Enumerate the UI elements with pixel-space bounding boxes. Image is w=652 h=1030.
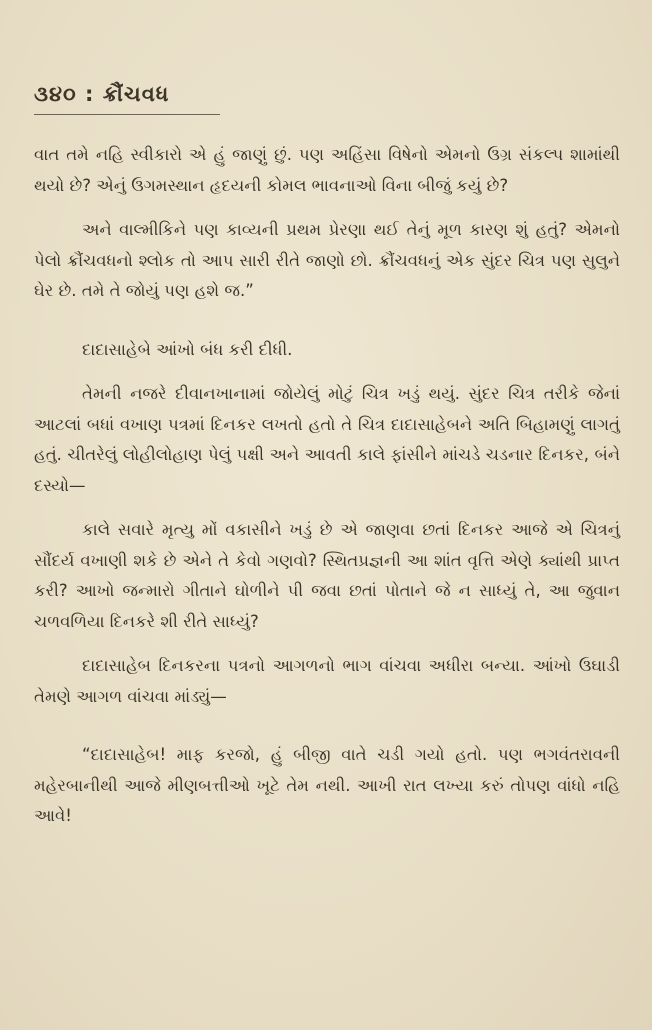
paragraph: દાદાસાહેબે આંખો બંધ કરી દીધી. <box>82 339 293 359</box>
paragraph: કાલે સવારે મૃત્યુ મોં વકાસીને ખડું છે એ જાણવા છતાં દિનકર આજે એ ચિત્રનું સૌંદર્ય વખાણી શકે છે એને તે કેવો ગણવો? સ્થિતપ્રજ્ઞની આ શાંત વૃત્તિ એણે ક્યાંથી પ્રાપ્ત કરી? આખો જન્મારો ગીતાને ઘોળીને પી જવા છતાં પોતાને જે ન સાધ્યું તે, આ જુવાન ચળવળિયા દિનકરે શી રીતે સાધ્યું? <box>34 520 620 631</box>
paragraph: વાત તમે નહિ સ્વીકારો એ હું જાણું છું. પણ અહિંસા વિષેનો એમનો ઉગ્ર સંકલ્પ શામાંથી થયો છે? એનું ઉગમસ્થાન હૃદયની કોમલ ભાવનાઓ વિના બીજું કયું છે? <box>34 145 620 195</box>
paragraph: દાદાસાહેબ દિનકરના પત્રનો આગળનો ભાગ વાંચવા અધીરા બન્યા. આંખો ઉઘાડી તેમણે આગળ વાંચવા માંડ્યું— <box>34 656 620 706</box>
page-number: ૩૪૦ <box>34 82 77 106</box>
paragraph: અને વાલ્મીકિને પણ કાવ્યની પ્રથમ પ્રેરણા થઈ તેનું મૂળ કારણ શું હતું? એમનો પેલો ક્રૌંચવધનો શ્લોક તો આપ સારી રીતે જાણો છો. ક્રૌંચવધનું એક સુંદર ચિત્ર પણ સુલુને ઘેર છે. તમે તે જોયું પણ હશે જ.” <box>34 220 620 300</box>
running-header <box>34 82 169 107</box>
header-rule <box>34 114 220 115</box>
chapter-title: ક્રૌંચવધ <box>102 82 170 106</box>
paragraph: “દાદાસાહેબ! માફ કરજો, હું બીજી વાતે ચડી ગયો હતો. પણ ભગવંતરાવની મહેરબાનીથી આજે મીણબત્તીઓ ખૂટે તેમ નથી. આખી રાત લખ્યા કરું તોપણ વાંધો નહિ આવે! <box>34 745 620 825</box>
paragraph: તેમની નજરે દીવાનખાનામાં જોયેલું મોટું ચિત્ર ખડું થયું. સુંદર ચિત્ર તરીકે જેનાં આટલાં બધાં વખાણ પત્રમાં દિનકર લખતો હતો તે ચિત્ર દાદાસાહેબને અતિ બિહામણું લાગતું હતું. ચીતરેલું લોહીલોહાણ પેલું પક્ષી અને આવતી કાલે ફાંસીને માંચડે ચડનાર દિનકર, બંને દસ્યો— <box>34 384 620 495</box>
body-text <box>34 140 620 846</box>
header-separator: : <box>84 82 95 106</box>
